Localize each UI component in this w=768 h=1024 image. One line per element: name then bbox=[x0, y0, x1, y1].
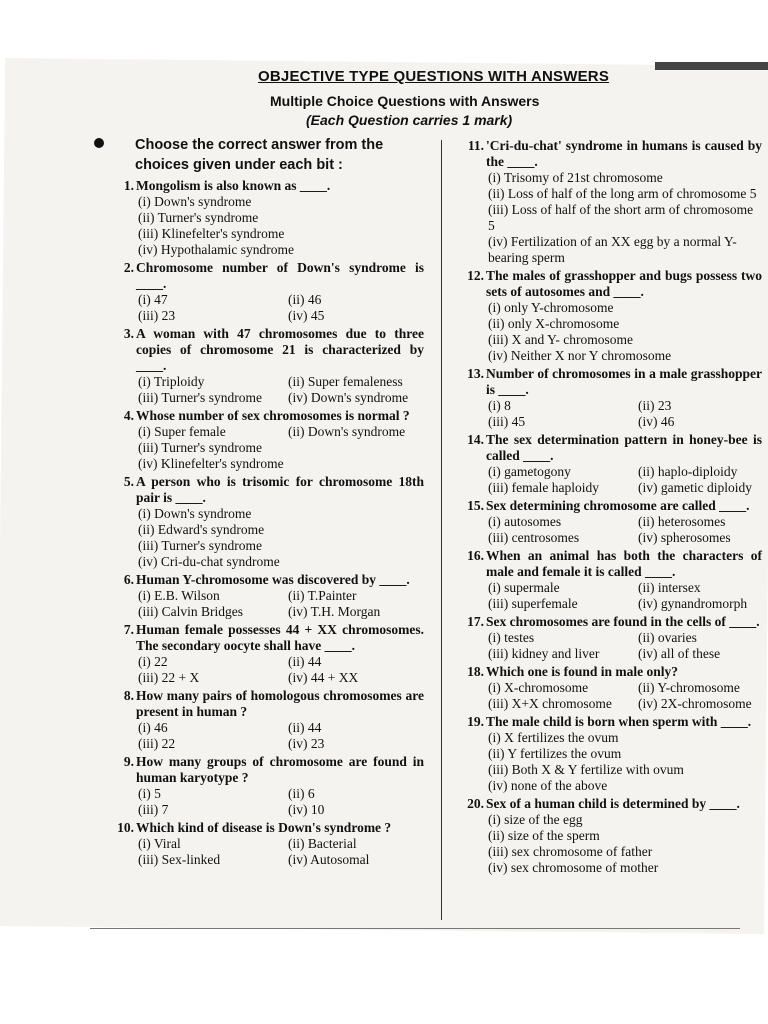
answer-option: (ii) Y-chromosome bbox=[638, 680, 740, 695]
question-text: Human Y-chromosome was discovered by ____. bbox=[136, 572, 410, 587]
question bbox=[100, 260, 424, 324]
answer-option: (iv) 46 bbox=[638, 414, 675, 429]
question-number: 19. bbox=[467, 714, 484, 729]
question bbox=[450, 796, 762, 876]
question-text: A woman with 47 chromosomes due to three copies of chromosome 21 is characterized by ____. bbox=[136, 326, 424, 373]
answer-option: (iv) Cri-du-chat syndrome bbox=[138, 554, 280, 569]
marks-note: (Each Question carries 1 mark) bbox=[306, 112, 513, 128]
answer-option: (i) Super female bbox=[138, 424, 226, 439]
answer-option: (i) Down's syndrome bbox=[138, 506, 252, 521]
bullet-icon bbox=[94, 138, 104, 148]
answer-option: (ii) haplo-diploidy bbox=[638, 464, 738, 479]
answer-option: (iv) T.H. Morgan bbox=[288, 604, 381, 619]
answer-option: (iii) Loss of half of the short arm of chromosome 5 bbox=[488, 202, 754, 233]
question-text: Mongolism is also known as ____. bbox=[136, 178, 331, 193]
question bbox=[100, 754, 424, 818]
question-number: 15. bbox=[467, 498, 484, 513]
question-number: 10. bbox=[117, 820, 134, 835]
question-number: 4. bbox=[123, 408, 134, 423]
answer-option: (iii) 7 bbox=[138, 802, 169, 817]
question-text: Human female possesses 44 + XX chromosomes. The secondary oocyte shall have ____. bbox=[136, 622, 424, 653]
question-text: Chromosome number of Down's syndrome is ____. bbox=[136, 260, 424, 291]
answer-option: (i) Down's syndrome bbox=[138, 194, 252, 209]
answer-option: (i) 46 bbox=[138, 720, 168, 735]
answer-option: (iii) 23 bbox=[138, 308, 176, 323]
question bbox=[100, 820, 424, 868]
answer-option: (iii) 22 + X bbox=[138, 670, 200, 685]
question-text: Number of chromosomes in a male grasshopper is ____. bbox=[486, 366, 762, 397]
question-number: 7. bbox=[123, 622, 134, 637]
question bbox=[450, 498, 762, 546]
question-text: Which kind of disease is Down's syndrome ? bbox=[136, 820, 392, 835]
page-title: OBJECTIVE TYPE QUESTIONS WITH ANSWERS bbox=[258, 68, 610, 85]
question-text: 'Cri-du-chat' syndrome in humans is caused by the ____. bbox=[486, 138, 762, 169]
answer-option: (iii) X+X chromosome bbox=[488, 696, 612, 711]
answer-option: (iv) gynandromorph bbox=[638, 596, 748, 611]
answer-option: (ii) 44 bbox=[288, 720, 322, 735]
answer-option: (i) X-chromosome bbox=[488, 680, 589, 695]
question-number: 3. bbox=[123, 326, 134, 341]
answer-option: (iii) Klinefelter's syndrome bbox=[138, 226, 285, 241]
question-number: 8. bbox=[123, 688, 134, 703]
question-text: Sex of a human child is determined by ____. bbox=[486, 796, 740, 811]
question-number: 1. bbox=[123, 178, 134, 193]
answer-option: (i) X fertilizes the ovum bbox=[488, 730, 619, 745]
answer-option: (iv) all of these bbox=[638, 646, 721, 661]
answer-option: (iv) Neither X nor Y chromosome bbox=[488, 348, 672, 363]
question-text: Sex chromosomes are found in the cells of ____. bbox=[486, 614, 760, 629]
answer-option: (iv) Down's syndrome bbox=[288, 390, 409, 405]
top-edge-band bbox=[655, 62, 768, 70]
question-number: 17. bbox=[467, 614, 484, 629]
question-text: How many pairs of homologous chromosomes are present in human ? bbox=[136, 688, 424, 719]
question-number: 9. bbox=[123, 754, 134, 769]
answer-option: (iv) spherosomes bbox=[638, 530, 731, 545]
answer-option: (iv) 2X-chromosome bbox=[638, 696, 752, 711]
answer-option: (iv) sex chromosome of mother bbox=[488, 860, 659, 875]
column-divider bbox=[441, 140, 442, 920]
answer-option: (iii) Sex-linked bbox=[138, 852, 221, 867]
page-bottom-rule bbox=[90, 928, 740, 929]
answer-option: (i) autosomes bbox=[488, 514, 562, 529]
answer-option: (ii) only X-chromosome bbox=[488, 316, 620, 331]
answer-option: (iv) Hypothalamic syndrome bbox=[138, 242, 294, 257]
instructions: Choose the correct answer from the choices given under each bit : bbox=[135, 137, 384, 173]
answer-option: (iii) kidney and liver bbox=[488, 646, 600, 661]
question-number: 20. bbox=[467, 796, 484, 811]
answer-option: (iii) sex chromosome of father bbox=[488, 844, 653, 859]
answer-option: (i) 8 bbox=[488, 398, 511, 413]
answer-option: (iv) 45 bbox=[288, 308, 325, 323]
answer-option: (iv) 10 bbox=[288, 802, 325, 817]
question bbox=[100, 622, 424, 686]
question bbox=[100, 326, 424, 406]
answer-option: (ii) 6 bbox=[288, 786, 315, 801]
question-number: 13. bbox=[467, 366, 484, 381]
question-number: 5. bbox=[123, 474, 134, 489]
answer-option: (iii) Turner's syndrome bbox=[138, 390, 262, 405]
answer-option: (ii) Bacterial bbox=[288, 836, 357, 851]
question bbox=[100, 572, 424, 620]
right-column bbox=[450, 138, 762, 878]
answer-option: (iv) Fertilization of an XX egg by a normal Y-bearing sperm bbox=[488, 234, 737, 265]
answer-option: (i) 5 bbox=[138, 786, 161, 801]
question-number: 11. bbox=[467, 138, 484, 153]
answer-option: (ii) size of the sperm bbox=[488, 828, 600, 843]
answer-option: (iv) Autosomal bbox=[288, 852, 370, 867]
left-column bbox=[100, 178, 424, 870]
answer-option: (iii) 45 bbox=[488, 414, 526, 429]
answer-option: (iii) Calvin Bridges bbox=[138, 604, 243, 619]
answer-option: (iv) 23 bbox=[288, 736, 325, 751]
question bbox=[450, 268, 762, 364]
answer-option: (iii) superfemale bbox=[488, 596, 578, 611]
answer-option: (ii) heterosomes bbox=[638, 514, 726, 529]
question bbox=[450, 366, 762, 430]
answer-option: (ii) Super femaleness bbox=[288, 374, 403, 389]
answer-option: (iii) Turner's syndrome bbox=[138, 440, 262, 455]
answer-option: (i) 22 bbox=[138, 654, 168, 669]
answer-option: (ii) Down's syndrome bbox=[288, 424, 406, 439]
answer-option: (ii) T.Painter bbox=[288, 588, 357, 603]
answer-option: (iv) Klinefelter's syndrome bbox=[138, 456, 284, 471]
question bbox=[100, 688, 424, 752]
question bbox=[100, 474, 424, 570]
question bbox=[450, 432, 762, 496]
answer-option: (i) Viral bbox=[138, 836, 181, 851]
answer-option: (ii) intersex bbox=[638, 580, 701, 595]
question-number: 18. bbox=[467, 664, 484, 679]
answer-option: (ii) Loss of half of the long arm of chromosome 5 bbox=[488, 186, 757, 201]
answer-option: (ii) Y fertilizes the ovum bbox=[488, 746, 622, 761]
answer-option: (ii) Edward's syndrome bbox=[138, 522, 265, 537]
question-text: Sex determining chromosome are called ____. bbox=[486, 498, 750, 513]
question-number: 12. bbox=[467, 268, 484, 283]
answer-option: (ii) 23 bbox=[638, 398, 672, 413]
question-text: The males of grasshopper and bugs possess two sets of autosomes and ____. bbox=[486, 268, 762, 299]
question-text: The sex determination pattern in honey-bee is called ____. bbox=[486, 432, 762, 463]
question bbox=[100, 178, 424, 258]
answer-option: (iii) female haploidy bbox=[488, 480, 599, 495]
answer-option: (i) only Y-chromosome bbox=[488, 300, 614, 315]
answer-option: (i) supermale bbox=[488, 580, 560, 595]
answer-option: (i) gametogony bbox=[488, 464, 571, 479]
question-text: Whose number of sex chromosomes is normal ? bbox=[136, 408, 410, 423]
answer-option: (i) testes bbox=[488, 630, 535, 645]
answer-option: (iii) Both X & Y fertilize with ovum bbox=[488, 762, 684, 777]
question-number: 14. bbox=[467, 432, 484, 447]
question-text: When an animal has both the characters of male and female it is called ____. bbox=[486, 548, 762, 579]
question bbox=[450, 548, 762, 612]
answer-option: (iv) gametic diploidy bbox=[638, 480, 752, 495]
answer-option: (i) Trisomy of 21st chromosome bbox=[488, 170, 663, 185]
question-text: A person who is trisomic for chromosome 18th pair is ____. bbox=[136, 474, 424, 505]
answer-option: (ii) ovaries bbox=[638, 630, 697, 645]
answer-option: (ii) 46 bbox=[288, 292, 322, 307]
answer-option: (iii) 22 bbox=[138, 736, 176, 751]
answer-option: (i) size of the egg bbox=[488, 812, 583, 827]
answer-option: (i) Triploidy bbox=[138, 374, 205, 389]
question bbox=[450, 138, 762, 266]
question bbox=[100, 408, 424, 472]
question bbox=[450, 664, 762, 712]
answer-option: (i) E.B. Wilson bbox=[138, 588, 220, 603]
answer-option: (iii) centrosomes bbox=[488, 530, 580, 545]
answer-option: (i) 47 bbox=[138, 292, 168, 307]
question bbox=[450, 614, 762, 662]
answer-option: (ii) 44 bbox=[288, 654, 322, 669]
question-text: Which one is found in male only? bbox=[486, 664, 679, 679]
answer-option: (ii) Turner's syndrome bbox=[138, 210, 259, 225]
question-number: 6. bbox=[123, 572, 134, 587]
answer-option: (iv) none of the above bbox=[488, 778, 608, 793]
page-subtitle: Multiple Choice Questions with Answers bbox=[270, 93, 540, 109]
question-text: How many groups of chromosome are found in human karyotype ? bbox=[136, 754, 424, 785]
question-number: 2. bbox=[123, 260, 134, 275]
question bbox=[450, 714, 762, 794]
answer-option: (iii) Turner's syndrome bbox=[138, 538, 262, 553]
answer-option: (iv) 44 + XX bbox=[288, 670, 359, 685]
question-text: The male child is born when sperm with ____. bbox=[486, 714, 752, 729]
question-number: 16. bbox=[467, 548, 484, 563]
answer-option: (iii) X and Y- chromosome bbox=[488, 332, 633, 347]
